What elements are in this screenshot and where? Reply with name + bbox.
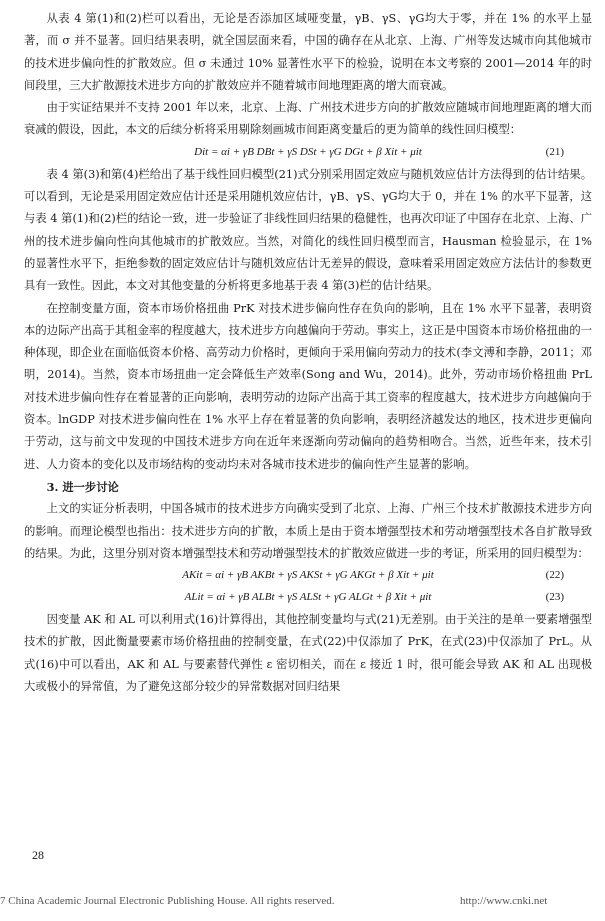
equation-21-expression: Dit = αi + γB DBt + γS DSt + γG DGt + β Xit + μit [194, 145, 422, 158]
equation-23 [24, 587, 592, 609]
paragraph-5: 上文的实证分析表明，中国各城市的技术进步方向确实受到了北京、上海、广州三个技术扩散源技术进步方向的影响。而理论模型也指出：技术进步方向的扩散，本质上是由于资本增强型技术和劳动增强型技术各自扩散导致的结果。为此，这里分别对资本增强型技术和劳动增强型技术的扩散效应做进一步的考证，所采用的回归模型为： [24, 502, 592, 560]
page-number: 28 [32, 848, 44, 862]
paragraph-2: 由于实证结果并不支持 2001 年以来，北京、上海、广州技术进步方向的扩散效应随城市间地理距离的增大而衰减的假设，因此，本文的后续分析将采用剔除刻画城市间距离变量后的更为简单的线性回归模型： [24, 101, 592, 137]
article-body [24, 8, 592, 698]
footer-url[interactable]: http://www.cnki.net [460, 895, 548, 907]
equation-22-number: (22) [545, 569, 564, 582]
equation-22-expression: AKit = αi + γB AKBt + γS AKSt + γG AKGt + β Xit + μit [182, 569, 434, 582]
equation-23-number: (23) [545, 591, 564, 604]
equation-21 [24, 142, 592, 164]
paragraph-1: 从表 4 第(1)和(2)栏可以看出，无论是否添加区域哑变量，γB、γS、γG均大于零，并在 1% 的水平上显著，而 σ 并不显著。回归结果表明，就全国层面来看，中国的确存在从北京、上海、广州等发达城市向其他城市的技术进步偏向性的扩散效应。但 σ 未通过 10% 显著性水平下的检验，说明在本文考察的 2001—2014 年的时间段里，三大扩散源技术进步方向的扩散效应并不随着城市间地理距离的增大而衰减。 [24, 12, 592, 92]
paragraph-4: 在控制变量方面，资本市场价格扭曲 PrK 对技术进步偏向性存在负向的影响，且在 1% 水平下显著，表明资本的边际产出高于其租金率的程度越大，技术进步方向越偏向于劳动。事实上，这正是中国资本市场价格扭曲的一种体现，即企业在面临低资本价格、高劳动力价格时，更倾向于采用偏向劳动力的技术(李文溥和李静，2011；邓明，2014)。当然，资本市场扭曲一定会降低生产效率(Song and Wu，2014)。此外，劳动市场价格扭曲 PrL 对技术进步偏向性存在着显著的正向影响，表明劳动的边际产出高于其工资率的程度越大，技术进步方向越偏向于资本。lnGDP 对技术进步偏向性在 1% 水平上存在着显著的负向影响，表明经济越发达的地区，技术进步更偏向于劳动，这与前文中发现的中国技术进步方向在近年来逐渐向劳动偏向的趋势相吻合。当然，近些年来，技术引进、人力资本的变化以及市场结构的变动均未对各城市技术进步的偏向性产生显著的影响。 [24, 301, 592, 471]
footer-copyright: 7 China Academic Journal Electronic Publishing House. All rights reserved. [0, 895, 335, 907]
paragraph-6: 因变量 AK 和 AL 可以利用式(16)计算得出，其他控制变量均与式(21)无差别。由于关注的是单一要素增强型技术的扩散，因此衡量要素市场价格扭曲的控制变量，在式(22)中仅添加了 PrK，在式(23)中仅添加了 PrL。从式(16)中可以看出，AK 和 AL 与要素替代弹性 ε 密切相关，而在 ε 接近 1 时，很可能会导致 AK 和 AL 出现极大或极小的异常值，为了避免这部分较少的异常数据对回归结果 [24, 613, 592, 694]
equation-22 [24, 565, 592, 587]
equation-21-number: (21) [545, 145, 564, 158]
paragraph-3: 表 4 第(3)和第(4)栏给出了基于线性回归模型(21)式分别采用固定效应与随机效应估计方法得到的估计结果。可以看到，无论是采用固定效应估计还是采用随机效应估计，γB、γS、γG均大于 0，并在 1% 的水平下显著，这与表 4 第(1)和(2)栏的结论一致，进一步验证了非线性回归结果的稳健性，也再次印证了中国存在北京、上海、广州的技术进步偏向性向其他城市的扩散效应。当然，对简化的线性回归模型而言，Hausman 检验显示，在 1% 的显著性水平下，拒绝参数的固定效应估计与随机效应估计无差异的假设，意味着采用固定效应方法估计的参数更具有一致性。因此，本文对其他变量的分析将更多地基于表 4 第(3)栏的估计结果。 [24, 167, 592, 293]
equation-23-expression: ALit = αi + γB ALBt + γS ALSt + γG ALGt + β Xit + μit [184, 591, 432, 604]
section-heading: 3. 进一步讨论 [46, 479, 119, 494]
